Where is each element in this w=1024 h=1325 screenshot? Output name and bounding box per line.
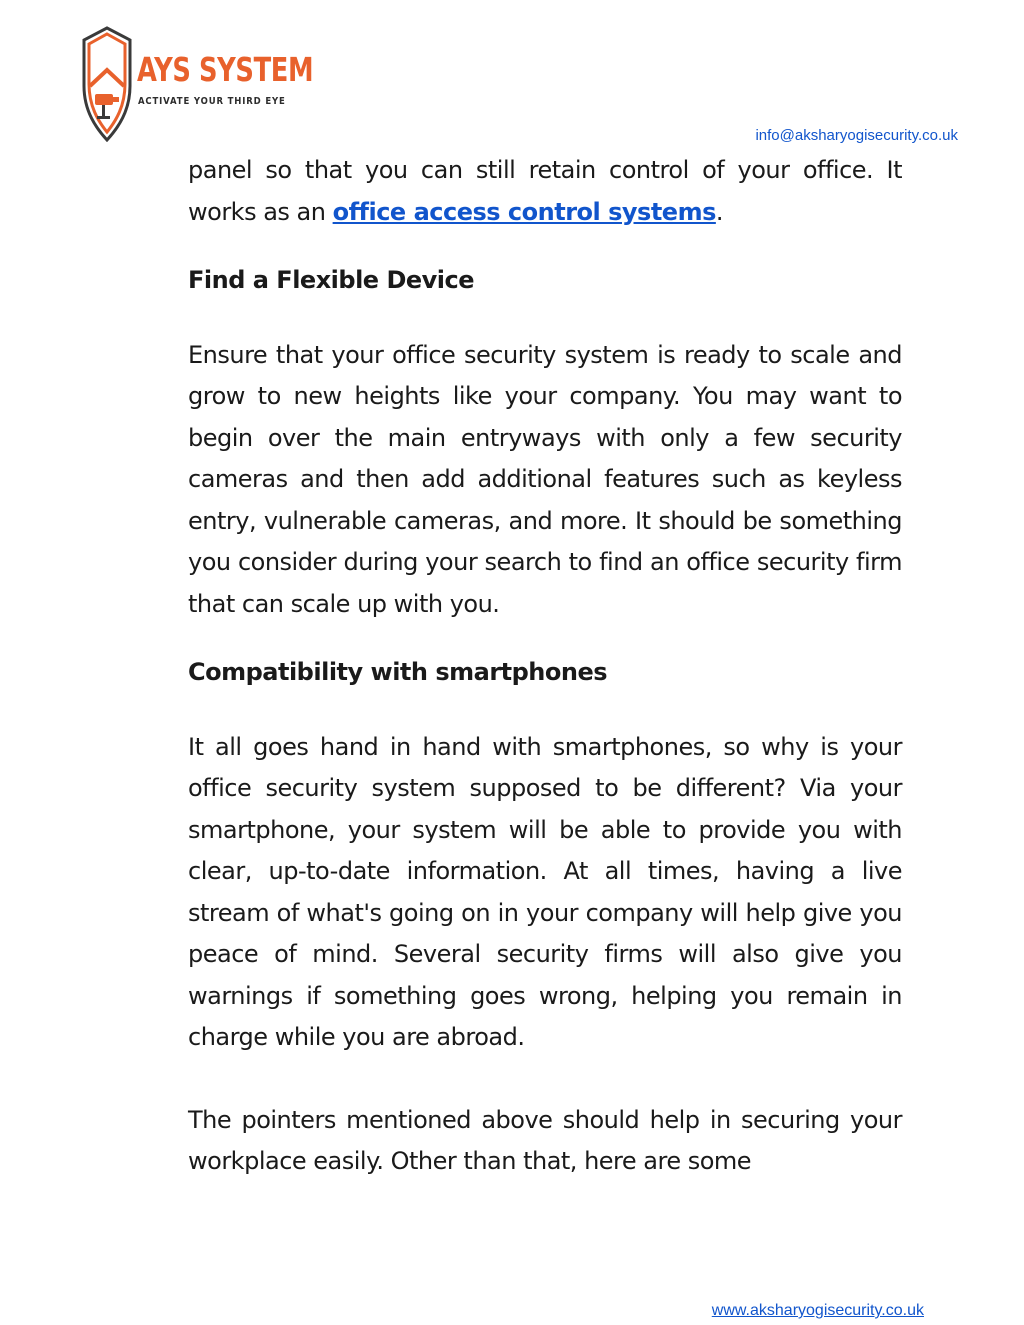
paragraph-flexible-device: Ensure that your office security system is ready to scale and grow to new heights like your company. You may want to begin over the main entryways with only a few security cameras and then add additional features such as keyless entry, vulnerable cameras, and more. It should be something you consider during your search to find an office security firm that can scale up with you. — [188, 340, 902, 618]
intro-end: . — [715, 197, 723, 226]
intro-paragraph — [188, 150, 902, 233]
paragraph-pointers: The pointers mentioned above should help in securing your workplace easily. Other than that, here are some — [188, 1105, 902, 1175]
heading-smartphone-compatibility: Compatibility with smartphones — [188, 658, 608, 686]
intro-text: panel so that you can still retain control of your office. It works as an — [188, 156, 902, 226]
logo-name: AYS SYSTEM — [137, 50, 314, 89]
document-body — [188, 150, 902, 1183]
paragraph-smartphone-compatibility: It all goes hand in hand with smartphones, so why is your office security system supposed to be different? Via your smartphone, your system will be able to provide you with clear, up-to-date information. At all times, having a live stream of what's going on in your company will help give you peace of mind. Several security firms will also give you warnings if something goes wrong, helping you remain in charge while you are abroad. — [188, 732, 902, 1051]
footer-website-link[interactable]: www.aksharyogisecurity.co.uk — [711, 1302, 924, 1319]
office-access-control-link[interactable]: office access control systems — [332, 197, 716, 226]
heading-flexible-device: Find a Flexible Device — [188, 266, 475, 294]
shield-camera-icon — [80, 26, 134, 142]
header-email-link[interactable]: info@aksharyogisecurity.co.uk — [755, 127, 958, 144]
logo-tagline: ACTIVATE YOUR THIRD EYE — [138, 96, 286, 107]
company-logo — [80, 26, 314, 146]
